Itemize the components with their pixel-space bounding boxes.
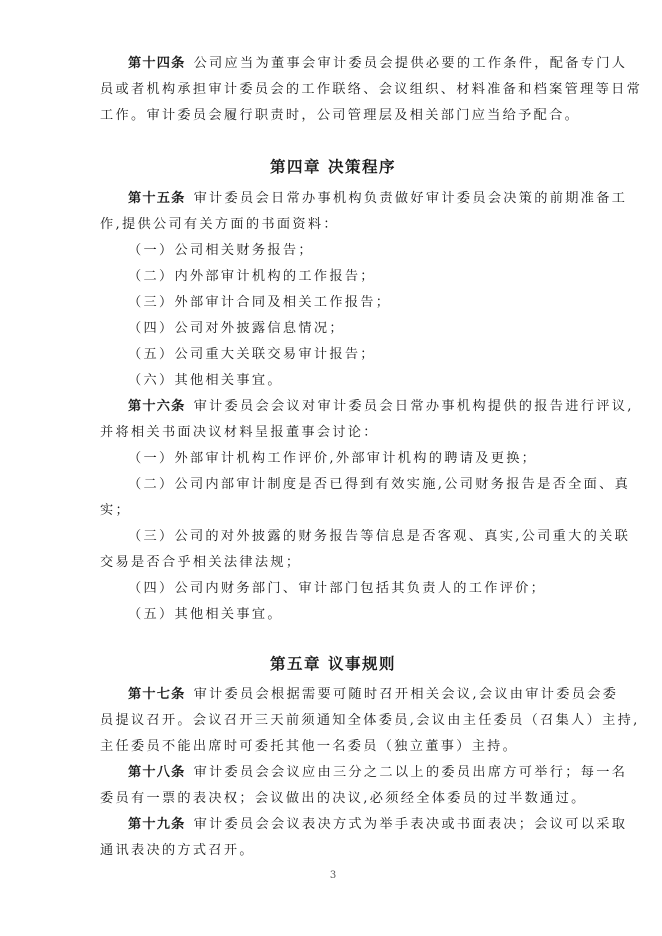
chapter-4-heading: 第四章 决策程序 <box>270 158 396 176</box>
article-15-item-5: （五）公司重大关联交易审计报告； <box>128 347 376 362</box>
article-18-line-2: 委员有一票的表决权；会议做出的决议,必须经全体委员的过半数通过。 <box>100 791 587 806</box>
article-17-label: 第十七条 <box>128 687 186 702</box>
article-19-label: 第十九条 <box>128 817 186 832</box>
article-17-line-2: 员提议召开。会议召开三天前须通知全体委员,会议由主任委员（召集人）主持, <box>100 713 640 728</box>
page-number: 3 <box>329 870 337 881</box>
article-18-label: 第十八条 <box>128 765 186 780</box>
article-16-line-2: 并将相关书面决议材料呈报董事会讨论： <box>100 425 379 440</box>
article-15-line-1: 第十五条 审计委员会日常办事机构负责做好审计委员会决策的前期准备工 <box>128 191 628 206</box>
article-14-label: 第十四条 <box>128 56 186 71</box>
article-15-item-6: （六）其他相关事宜。 <box>128 373 283 388</box>
article-16-line-1: 第十六条 审计委员会会议对审计委员会日常办事机构提供的报告进行评议, <box>128 399 634 414</box>
article-15-item-4: （四）公司对外披露信息情况； <box>128 321 345 336</box>
article-19-line-2: 通讯表决的方式召开。 <box>100 843 255 858</box>
article-16-item-3-line-1: （三）公司的对外披露的财务报告等信息是否客观、真实,公司重大的关联 <box>128 529 631 544</box>
article-17-line-3: 主任委员不能出席时可委托其他一名委员（独立董事）主持。 <box>100 739 519 754</box>
article-16-item-1: （一）外部审计机构工作评价,外部审计机构的聘请及更换； <box>128 451 538 466</box>
article-16-item-3-line-2: 交易是否合乎相关法律法规； <box>100 555 302 570</box>
article-16-item-2-line-1: （二）公司内部审计制度是否已得到有效实施,公司财务报告是否全面、真 <box>128 477 631 492</box>
article-14-line-1: 第十四条 公司应当为董事会审计委员会提供必要的工作条件，配备专门人 <box>128 56 628 71</box>
article-15-label: 第十五条 <box>128 191 186 206</box>
article-16-item-5: （五）其他相关事宜。 <box>128 607 283 622</box>
article-15-item-2: （二）内外部审计机构的工作报告； <box>128 269 376 284</box>
article-14-line-2: 员或者机构承担审计委员会的工作联络、会议组织、材料准备和档案管理等日常 <box>100 82 643 97</box>
article-16-item-4: （四）公司内财务部门、审计部门包括其负责人的工作评价； <box>128 581 547 596</box>
article-15-line-2: 作,提供公司有关方面的书面资料： <box>100 217 339 232</box>
article-15-item-3: （三）外部审计合同及相关工作报告； <box>128 295 392 310</box>
article-17-line-1: 第十七条 审计委员会根据需要可随时召开相关会议,会议由审计委员会委 <box>128 687 619 702</box>
article-16-item-2-line-2: 实； <box>100 503 131 518</box>
article-14-line-3: 工作。审计委员会履行职责时，公司管理层及相关部门应当给予配合。 <box>100 108 581 123</box>
article-19-line-1: 第十九条 审计委员会会议表决方式为举手表决或书面表决；会议可以采取 <box>128 817 628 832</box>
article-18-line-1: 第十八条 审计委员会会议应由三分之二以上的委员出席方可举行；每一名 <box>128 765 628 780</box>
article-16-label: 第十六条 <box>128 399 186 414</box>
chapter-5-heading: 第五章 议事规则 <box>270 655 396 673</box>
article-15-item-1: （一）公司相关财务报告； <box>128 243 314 258</box>
